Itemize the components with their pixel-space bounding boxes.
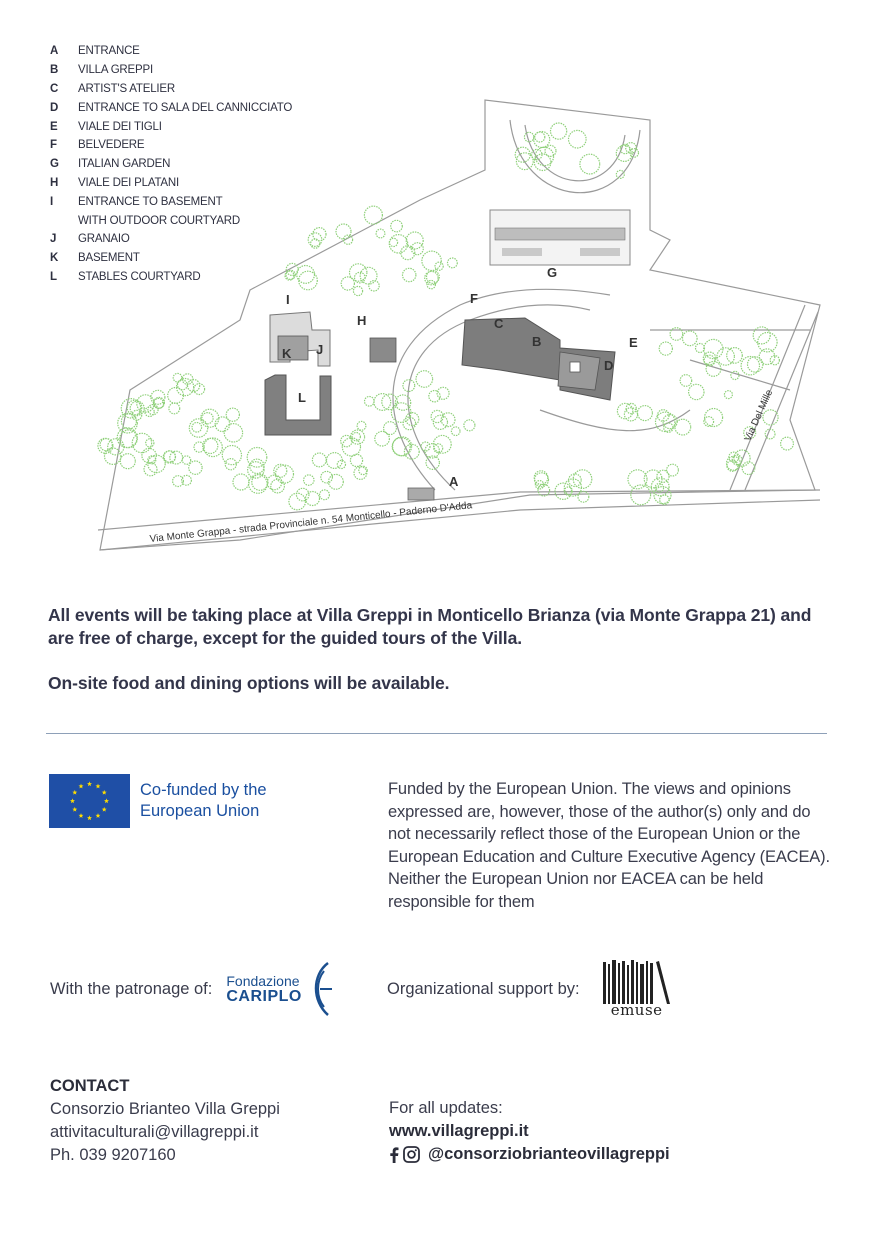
tree-mark (289, 493, 306, 510)
legend-label: ARTIST'S ATELIER (78, 82, 175, 95)
tree-mark (680, 375, 692, 387)
tree-mark (659, 342, 672, 355)
tree-mark (336, 224, 351, 239)
legend-key: A (50, 45, 59, 58)
tree-mark (656, 412, 675, 431)
emuse-logo (602, 960, 672, 1019)
legend-label: GRANAIO (78, 233, 130, 246)
tree-mark (401, 246, 415, 260)
tree-mark (201, 409, 219, 427)
legend-key: C (50, 82, 59, 95)
tree-mark (403, 268, 416, 281)
tree-mark (224, 424, 242, 442)
map-label-h: H (357, 313, 367, 328)
tree-mark (247, 448, 267, 468)
patronage (50, 960, 336, 1018)
tree-mark (535, 132, 545, 142)
tree-mark (376, 229, 385, 238)
tree-mark (580, 154, 600, 174)
tree-mark (406, 232, 423, 249)
emuse-wordmark: emuse (610, 1000, 663, 1019)
tree-mark (182, 456, 190, 464)
tree-mark (360, 267, 377, 284)
tree-mark (391, 220, 403, 232)
tree-mark (683, 331, 698, 346)
map-label-k: K (282, 346, 292, 361)
tree-mark (170, 451, 183, 464)
contact-org: Consorzio Brianteo Villa Greppi (50, 1100, 280, 1118)
tree-mark (382, 394, 398, 410)
map-label-i: I (286, 292, 290, 307)
tree-mark (569, 130, 587, 148)
tree-mark (297, 266, 315, 284)
villa-map (90, 90, 830, 560)
map-label-f: F (470, 291, 478, 306)
contact-block (50, 1075, 280, 1167)
organizational-support (387, 960, 672, 1018)
tree-mark (626, 403, 636, 413)
tree-mark (781, 437, 794, 450)
tree-mark (374, 394, 391, 411)
legend-label: BASEMENT (78, 252, 140, 265)
tree-mark (353, 286, 362, 295)
legend-label: ITALIAN GARDEN (78, 158, 171, 171)
tree-mark (312, 453, 326, 467)
instagram-icon[interactable] (403, 1146, 420, 1163)
tree-mark (724, 391, 732, 399)
tree-mark (689, 384, 704, 399)
website-link[interactable]: www.villagreppi.it (389, 1122, 529, 1140)
cariplo-logo-line1: Fondazione (226, 973, 300, 989)
map-label-b: B (532, 334, 542, 349)
tree-mark (748, 357, 763, 372)
legend-key: I (50, 195, 53, 208)
tree-mark (357, 421, 366, 430)
eu-cofunded-logo (49, 774, 267, 828)
map-trees (98, 123, 793, 510)
updates-label: For all updates: (389, 1099, 503, 1117)
tree-mark (704, 417, 714, 427)
tree-mark (233, 474, 249, 490)
food-info-text: On-site food and dining options will be available. (48, 673, 450, 693)
tree-mark (341, 277, 354, 290)
fondazione-cariplo-logo (226, 961, 336, 1017)
tree-mark (437, 387, 449, 399)
tree-mark (389, 235, 407, 253)
tree-mark (329, 474, 344, 489)
tree-mark (120, 454, 135, 469)
map-label-e: E (629, 335, 638, 350)
map-outlines (98, 100, 820, 550)
tree-mark (389, 238, 397, 246)
legend-key: K (50, 252, 59, 265)
tree-mark (365, 397, 375, 407)
cariplo-logo-line2: CARIPLO (226, 988, 302, 1005)
contact-email[interactable]: attivitaculturali@villagreppi.it (50, 1123, 259, 1141)
legend-key: H (50, 176, 59, 189)
support-label: Organizational support by: (387, 979, 580, 998)
legend-key: B (50, 64, 59, 77)
tree-mark (146, 439, 154, 447)
tree-mark (320, 490, 330, 500)
legend-label: BELVEDERE (78, 139, 145, 152)
tree-mark (464, 420, 475, 431)
social-row (389, 1143, 670, 1166)
tree-mark (222, 446, 241, 465)
tree-mark (202, 413, 213, 424)
tree-mark (192, 423, 202, 433)
event-location-text: All events will be taking place at Villa Greppi in Monticello Brianza (via Monte Grappa 21) and are free of charge, except for the guided tours of the Villa. (48, 605, 812, 648)
legend-label: ENTRANCE TO SALA DEL CANNICCIATO (78, 101, 293, 114)
map-label-a: A (449, 474, 459, 489)
cariplo-mark-icon (302, 961, 336, 1017)
map-label-c: C (494, 316, 504, 331)
tree-mark (534, 132, 550, 148)
contact-title: CONTACT (50, 1077, 130, 1095)
legend-label: WITH OUTDOOR COURTYARD (78, 214, 240, 227)
tree-mark (173, 476, 184, 487)
tree-mark (306, 492, 320, 506)
legend-key: G (50, 158, 59, 171)
contact-phone: Ph. 039 9207160 (50, 1146, 176, 1164)
tree-mark (204, 438, 223, 457)
legend-label: STABLES COURTYARD (78, 270, 201, 283)
tree-mark (403, 417, 416, 430)
tree-mark (551, 123, 567, 139)
tree-mark (144, 463, 157, 476)
tree-mark (434, 444, 443, 453)
tree-mark (182, 475, 192, 485)
street-label-main: Via Monte Grappa - strada Provinciale n. 54 Monticello - Paderno D'Adda (149, 500, 473, 545)
social-handle[interactable]: @consorziobrianteovillagreppi (428, 1145, 670, 1163)
tree-mark (203, 438, 218, 453)
tree-mark (765, 429, 775, 439)
patronage-label: With the patronage of: (50, 979, 213, 998)
emuse-books-icon (602, 960, 672, 1004)
tree-mark (704, 339, 723, 358)
tree-mark (189, 461, 202, 474)
tree-mark (369, 281, 379, 291)
tree-mark (451, 427, 460, 436)
tree-mark (276, 465, 294, 483)
tree-mark (169, 403, 180, 414)
tree-mark (168, 388, 184, 404)
map-label-j: J (316, 342, 324, 357)
legend-key: L (50, 270, 57, 283)
tree-mark (664, 423, 673, 432)
eu-logo-line1: Co-funded by the (140, 781, 267, 799)
tree-mark (271, 479, 285, 493)
tree-mark (341, 435, 352, 446)
tree-mark (578, 491, 589, 502)
map-label-g: G (547, 265, 558, 280)
legend-label: ENTRANCE (78, 45, 140, 58)
legend-label: VILLA GREPPI (78, 64, 153, 77)
legend-item (50, 61, 350, 80)
section-divider (46, 733, 827, 734)
legend-label: VIALE DEI TIGLI (78, 120, 162, 133)
updates-block (389, 1097, 670, 1166)
tree-mark (173, 373, 182, 382)
legend-key: F (50, 139, 57, 152)
map-label-d: D (604, 358, 614, 373)
eu-flag-icon (49, 774, 130, 828)
tree-mark (758, 333, 777, 352)
tree-mark (731, 371, 739, 379)
legend-item (50, 42, 350, 61)
tree-mark (616, 170, 624, 178)
eu-logo-line2: European Union (140, 802, 260, 820)
legend-key: D (50, 101, 59, 114)
legend-label: VIALE DEI PLATANI (78, 176, 179, 189)
tree-mark (637, 406, 652, 421)
tree-mark (422, 251, 441, 270)
legend-label: ENTRANCE TO BASEMENT (78, 195, 223, 208)
tree-mark (354, 467, 367, 480)
tree-mark (416, 371, 433, 388)
legend-key: E (50, 120, 58, 133)
tree-mark (304, 475, 314, 485)
facebook-icon[interactable] (389, 1147, 399, 1163)
tree-mark (108, 439, 124, 455)
legend-key: J (50, 233, 57, 246)
tree-mark (127, 400, 142, 415)
tree-mark (448, 258, 458, 268)
tree-mark (299, 271, 318, 290)
event-info (48, 604, 838, 717)
tree-mark (705, 409, 723, 427)
map-label-l: L (298, 390, 306, 405)
street-label-side: Via Del Mille (742, 388, 776, 444)
tree-mark (327, 453, 343, 469)
tree-mark (675, 419, 691, 435)
eu-disclaimer: Funded by the European Union. The views and opinions expressed are, however, those of the author(s) only and do not necessarily reflect those of the European Union or the European Education and Culture Executive Agency (EACEA). Neither the European Union nor EACEA can be held responsible for them (388, 780, 830, 911)
